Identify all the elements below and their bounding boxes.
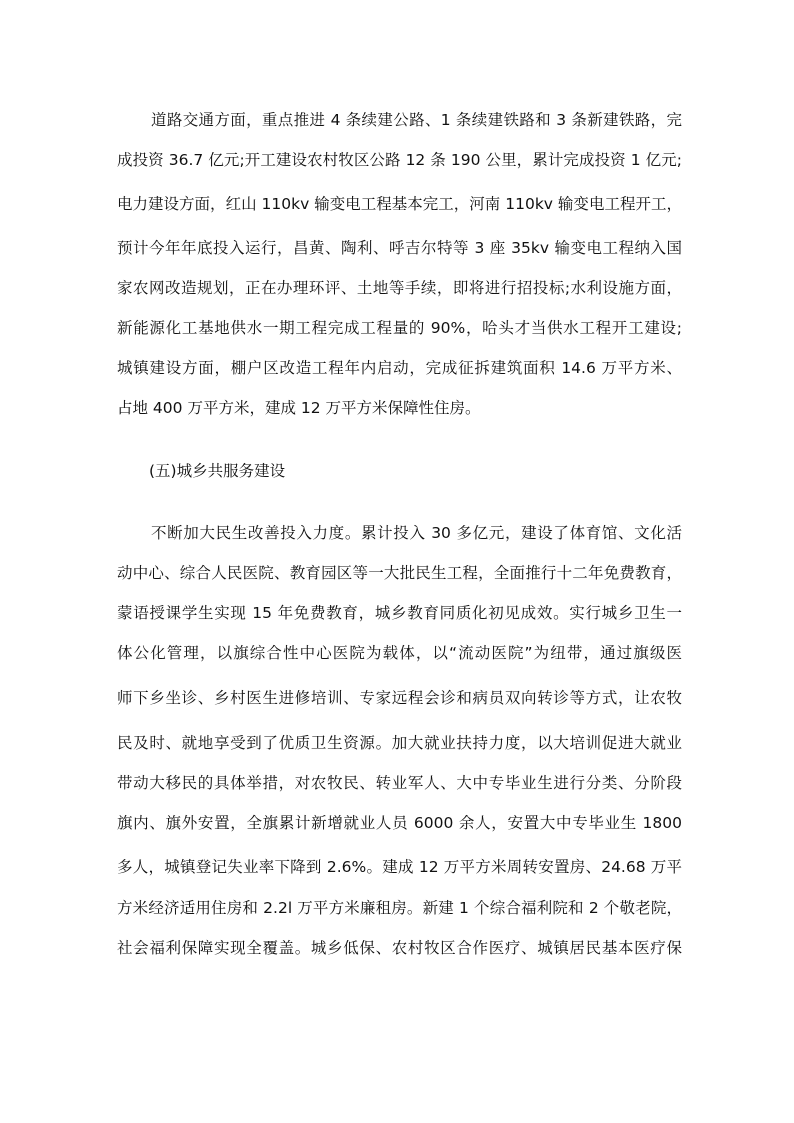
paragraph-2-line-4: 体公化管理，以旗综合性中心医院为载体，以“流动医院”为纽带，通过旗级医 — [117, 644, 682, 662]
paragraph-1-line-4: 预计今年年底投入运行，昌黄、陶利、呼吉尔特等 3 座 35kv 输变电工程纳入国 — [117, 239, 682, 257]
paragraph-2-line-1: 不断加大民生改善投入力度。累计投入 30 多亿元，建设了体育馆、文化活 — [151, 524, 682, 542]
paragraph-2-line-6: 民及时、就地享受到了优质卫生资源。加大就业扶持力度，以大培训促进大就业 — [117, 734, 682, 752]
paragraph-1-line-3: 电力建设方面，红山 110kv 输变电工程基本完工，河南 110kv 输变电工程开工， — [117, 195, 682, 213]
paragraph-2-line-2: 动中心、综合人民医院、教育园区等一大批民生工程，全面推行十二年免费教育， — [117, 564, 682, 582]
paragraph-2-line-9: 多人，城镇登记失业率下降到 2.6%。建成 12 万平方米周转安置房、24.68 万平 — [117, 858, 682, 876]
paragraph-2-line-5: 师下乡坐诊、乡村医生进修培训、专家远程会诊和病员双向转诊等方式，让农牧 — [117, 689, 682, 707]
paragraph-2-line-11: 社会福利保障实现全覆盖。城乡低保、农村牧区合作医疗、城镇居民基本医疗保 — [117, 939, 682, 957]
paragraph-1-line-1: 道路交通方面，重点推进 4 条续建公路、1 条续建铁路和 3 条新建铁路，完 — [151, 111, 682, 129]
paragraph-2-line-8: 旗内、旗外安置，全旗累计新增就业人员 6000 余人，安置大中专毕业生 1800 — [117, 814, 682, 832]
paragraph-1-line-2: 成投资 36.7 亿元;开工建设农村牧区公路 12 条 190 公里，累计完成投资 1 亿元; — [117, 151, 682, 169]
paragraph-1-line-5: 家农网改造规划，正在办理环评、土地等手续，即将进行招投标;水利设施方面， — [117, 279, 682, 297]
paragraph-2-line-10: 方米经济适用住房和 2.2l 万平方米廉租房。新建 1 个综合福利院和 2 个敬老院， — [117, 899, 682, 917]
paragraph-2-line-3: 蒙语授课学生实现 15 年免费教育，城乡教育同质化初见成效。实行城乡卫生一 — [117, 604, 682, 622]
section-heading: (五)城乡共服务建设 — [149, 462, 286, 480]
paragraph-1-line-8: 占地 400 万平方米，建成 12 万平方米保障性住房。 — [117, 399, 481, 417]
paragraph-2-line-7: 带动大移民的具体举措，对农牧民、转业军人、大中专毕业生进行分类、分阶段 — [117, 774, 682, 792]
paragraph-1-line-6: 新能源化工基地供水一期工程完成工程量的 90%，哈头才当供水工程开工建设; — [117, 319, 682, 337]
paragraph-1-line-7: 城镇建设方面，棚户区改造工程年内启动，完成征拆建筑面积 14.6 万平方米、 — [117, 359, 682, 377]
